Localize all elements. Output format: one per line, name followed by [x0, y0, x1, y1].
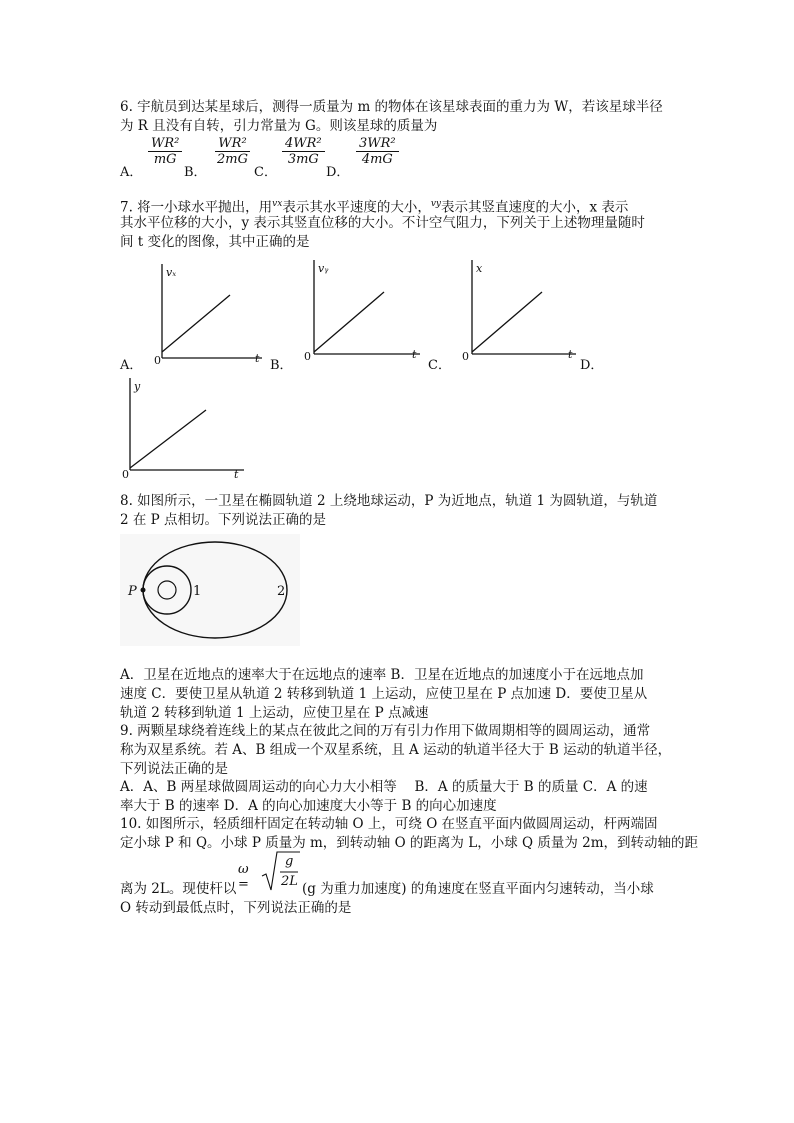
q9-line-4: A．A、B 两星球做圆周运动的向心力大小相等 B．A 的质量大于 B 的质量 C．A 的速 — [120, 779, 648, 795]
q7-graph-d — [116, 374, 252, 486]
q6-option-b-num: WR² — [215, 136, 249, 152]
q8-figure-background — [120, 534, 300, 646]
q7-line-1a: 7. 将一小球水平抛出，用 — [120, 199, 273, 216]
q6-option-c-fraction — [282, 136, 325, 167]
q6-option-d-label: D． — [326, 165, 350, 180]
q8-line-1: 8. 如图所示，一卫星在椭圆轨道 2 上绕地球运动，P 为近地点，轨道 1 为圆轨道，与轨道 — [120, 493, 658, 509]
q7-graph-a-label: A． — [120, 358, 143, 373]
q6-line-1: 6. 宇航员到达某星球后，测得一质量为 m 的物体在该星球表面的重力为 W，若该星球半径 — [120, 99, 663, 115]
q10-omega-symbol: ω = — [238, 862, 249, 892]
q6-option-b-label: B． — [184, 165, 207, 180]
q8-label-p: P — [128, 584, 137, 599]
q10-line-4: O 转动到最低点时，下列说法正确的是 — [120, 900, 352, 916]
q7-graph-b-label: B． — [270, 358, 293, 373]
q9-line-2: 称为双星系统。若 A、B 组成一个双星系统，且 A 运动的轨道半径大于 B 运动的轨道半径， — [120, 742, 672, 758]
q8-options-line-3: 轨道 2 转移到轨道 1 上运动，应使卫星在 P 点减速 — [120, 705, 429, 721]
q7-line-1c: 表示其竖直速度的大小，x 表示 — [441, 199, 629, 216]
q7-graph-b-yaxis: vᵧ — [318, 262, 329, 275]
q7-graph-a-yaxis: vₓ — [166, 266, 177, 279]
q6-option-a-fraction — [148, 136, 182, 167]
q9-line-3: 下列说法正确的是 — [120, 761, 228, 777]
q6-option-a-label: A． — [120, 165, 143, 180]
q7-graph-c-origin: 0 — [462, 350, 469, 363]
q6-option-d-num: 3WR² — [356, 136, 399, 152]
q6-option-b-fraction — [214, 136, 251, 167]
q7-graph-d-xaxis: t — [234, 468, 239, 481]
q10-line-3b: (g 为重力加速度) 的角速度在竖直平面内匀速转动，当小球 — [302, 881, 654, 897]
q10-frac-num: g — [285, 854, 294, 869]
q7-graph-a-xaxis: t — [255, 352, 260, 365]
q6-option-d-den: 4mG — [361, 152, 393, 167]
q10-line-2: 定小球 P 和 Q。小球 P 质量为 m，到转动轴 O 的距离为 L，小球 Q 质量为 2m，到转动轴的距 — [120, 835, 699, 851]
q9-line-5: 率大于 B 的速率 D．A 的向心加速度大小等于 B 的向心加速度 — [120, 798, 497, 814]
q6-option-a-den: mG — [153, 152, 177, 167]
q10-line-3a: 离为 2L。现使杆以 — [120, 881, 237, 897]
q8-options-line-1: A．卫星在近地点的速率大于在远地点的速率 B．卫星在近地点的加速度小于在远地点加 — [120, 667, 644, 683]
q6-line-2: 为 R 且没有自转，引力常量为 G。则该星球的质量为 — [120, 118, 438, 134]
q7-graph-a-origin: 0 — [154, 354, 161, 367]
q7-graph-b-origin: 0 — [304, 350, 311, 363]
q8-label-2: 2 — [277, 584, 286, 599]
q6-option-c-num: 4WR² — [282, 136, 325, 152]
q7-graph-c-xaxis: t — [568, 348, 573, 361]
q7-graph-d-label: D． — [580, 358, 604, 373]
q7-line-2: 其水平位移的大小，y 表示其竖直位移的大小。不计空气阻力，下列关于上述物理量随时 — [120, 215, 645, 231]
q7-graph-c-yaxis: x — [476, 262, 483, 275]
q7-graph-d-yaxis: y — [134, 380, 141, 393]
q10-frac-den: 2L — [281, 874, 298, 889]
q7-graph-a — [140, 258, 270, 370]
q7-line-3: 间 t 变化的图像，其中正确的是 — [120, 234, 310, 250]
q6-options — [120, 134, 396, 180]
point-p-dot — [141, 588, 146, 593]
q7-line-1b: 表示其水平速度的大小， — [282, 199, 431, 216]
q7-graph-b-xaxis: t — [412, 348, 417, 361]
q8-orbit-figure — [120, 534, 300, 646]
q8-label-1: 1 — [193, 584, 202, 599]
q7-graph-d-origin: 0 — [122, 468, 129, 481]
q6-option-d-fraction — [356, 136, 399, 167]
q7-vx-symbol: vx — [272, 199, 283, 209]
q8-line-2: 2 在 P 点相切。下列说法正确的是 — [120, 512, 327, 528]
q7-graph-c-label-c: C． — [428, 358, 451, 373]
q7-vy-symbol: vy — [430, 199, 442, 209]
q6-option-b-den: 2mG — [217, 152, 248, 167]
q9-line-1: 9. 两颗星球绕着连线上的某点在彼此之间的万有引力作用下做周期相等的圆周运动，通常 — [120, 723, 651, 739]
q6-option-c-den: 3mG — [287, 152, 319, 167]
q6-option-a-num: WR² — [148, 136, 182, 152]
q6-option-c-label: C． — [254, 165, 277, 180]
q7-graph-b — [292, 254, 428, 366]
q7-graph-c — [452, 254, 584, 366]
q8-options-line-2: 速度 C．要使卫星从轨道 2 转移到轨道 1 上运动，应使卫星在 P 点加速 D．要使卫星从 — [120, 686, 648, 702]
q10-line-1: 10. 如图所示，轻质细杆固定在转动轴 O 上，可绕 O 在竖直平面内做圆周运动，杆两端固 — [120, 816, 658, 832]
